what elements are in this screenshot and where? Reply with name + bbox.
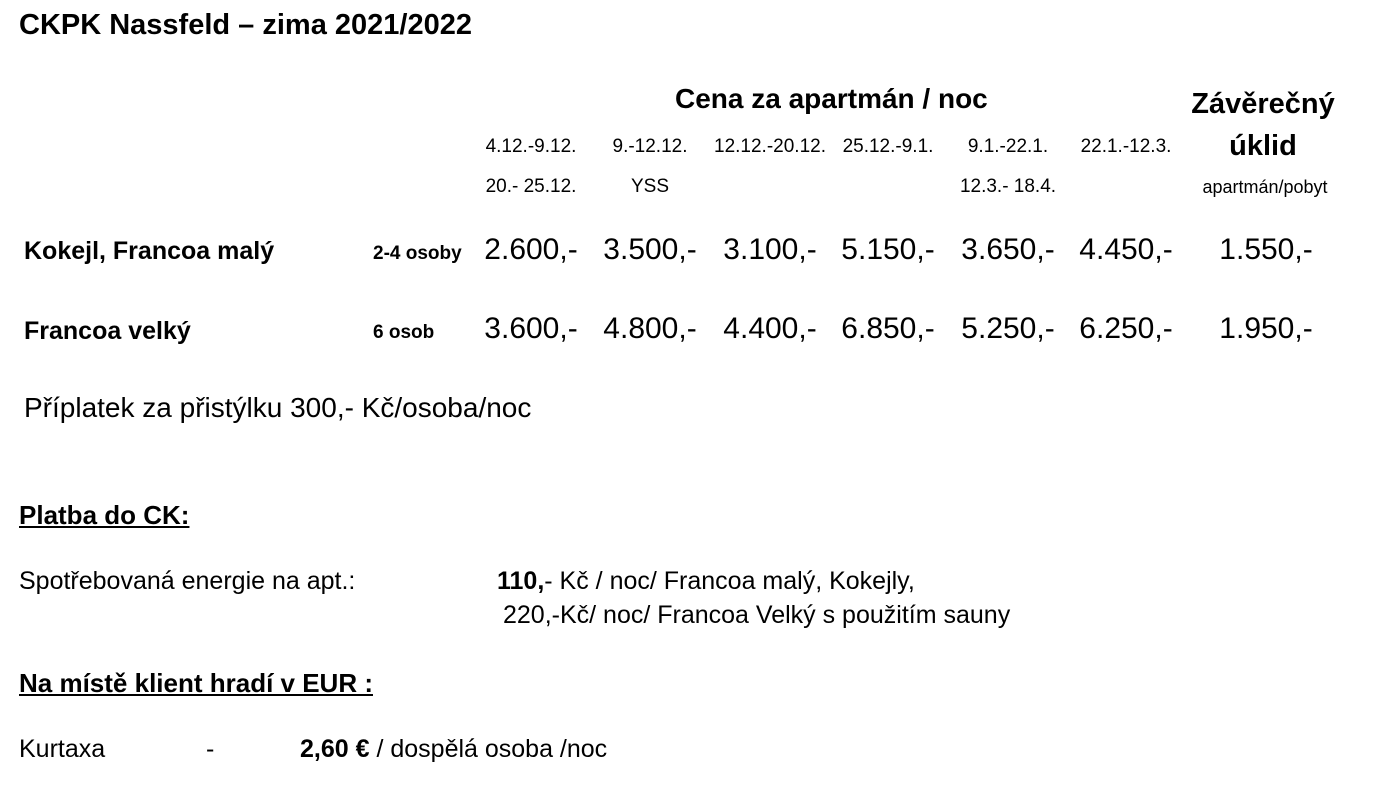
row-1-price-5: 3.650,- [961,233,1055,266]
period-1-dates: 4.12.-9.12. [485,136,577,157]
period-2-sub: YSS [630,176,670,197]
row-1-persons: 2-4 osoby [373,243,462,264]
payment-local-title: Na místě klient hradí v EUR : [19,668,373,698]
tourist-tax-label: Kurtaxa [19,735,106,763]
energy-line-1 [497,567,915,596]
row-1-price-3: 3.100,- [723,233,817,266]
energy-line-1-amount: 110, [497,567,545,595]
row-1-price-1: 2.600,- [484,233,578,266]
period-3-dates: 12.12.-20.12. [714,136,826,157]
cleaning-unit: apartmán/pobyt [1202,177,1328,197]
row-2-apartment-name: Francoa velký [24,317,191,345]
cleaning-header-line2: úklid [1229,130,1297,162]
tourist-tax-unit: / dospělá osoba /noc [369,735,608,763]
price-column-header: Cena za apartmán / noc [675,83,988,114]
tourist-tax-amount: 2,60 € [300,735,370,763]
extra-bed-surcharge: Příplatek za přistýlku 300,- Kč/osoba/noc [24,392,532,423]
row-2-price-2: 4.800,- [603,312,697,345]
tourist-tax-dash: - [206,735,215,763]
row-2-price-4: 6.850,- [841,312,935,345]
cleaning-header-line1: Závěrečný [1191,88,1335,120]
row-1-price-6: 4.450,- [1079,233,1173,266]
cleaning-column-header [1178,83,1348,167]
row-2-price-3: 4.400,- [723,312,817,345]
energy-line-1-rest: - Kč / noc/ Francoa malý, Kokejly, [544,567,915,595]
payment-ck-title: Platba do CK: [19,500,190,530]
energy-line-2: 220,-Kč/ noc/ Francoa Velký s použitím sauny [503,601,1011,629]
row-1-apartment-name: Kokejl, Francoa malý [24,237,275,265]
row-1-price-4: 5.150,- [841,233,935,266]
row-2-persons: 6 osob [373,322,435,343]
row-1-cleaning-price: 1.550,- [1219,233,1313,266]
energy-label: Spotřebovaná energie na apt.: [19,567,356,595]
period-1-sub: 20.- 25.12. [485,176,577,197]
period-2-dates: 9.-12.12. [612,136,688,157]
row-2-cleaning-price: 1.950,- [1219,312,1313,345]
period-5-dates: 9.1.-22.1. [967,136,1049,157]
row-1-price-2: 3.500,- [603,233,697,266]
row-2-price-1: 3.600,- [484,312,578,345]
page-title: CKPK Nassfeld – zima 2021/2022 [19,9,472,41]
period-4-dates: 25.12.-9.1. [842,136,934,157]
row-2-price-5: 5.250,- [961,312,1055,345]
period-6-dates: 22.1.-12.3. [1080,136,1172,157]
tourist-tax-value [300,735,607,764]
period-5-sub: 12.3.- 18.4. [959,176,1057,197]
row-2-price-6: 6.250,- [1079,312,1173,345]
